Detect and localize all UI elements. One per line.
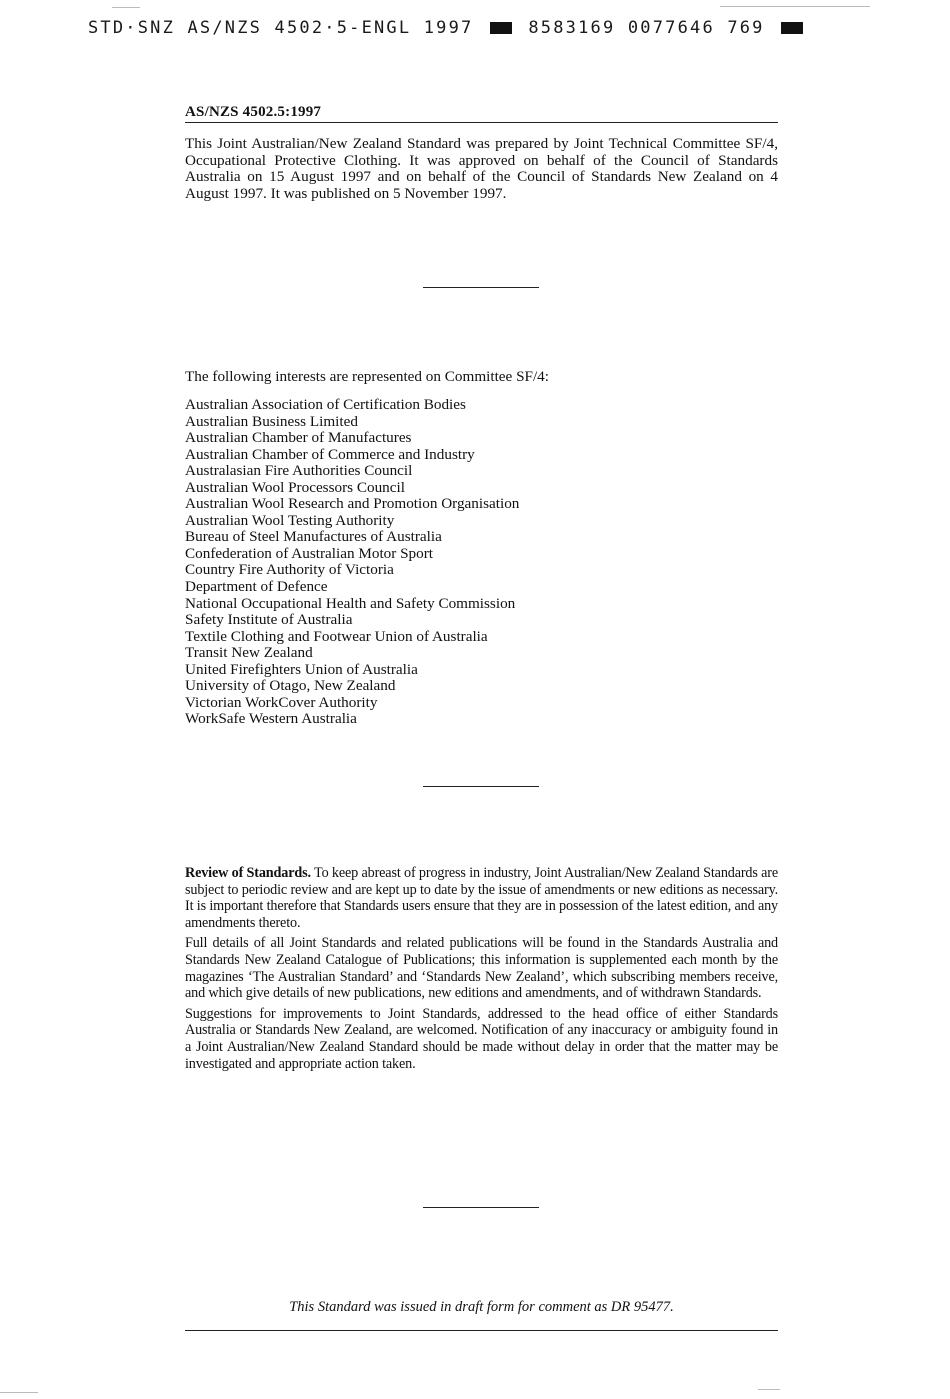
- list-item: Safety Institute of Australia: [185, 611, 353, 629]
- list-item: WorkSafe Western Australia: [185, 710, 357, 728]
- section-divider: [423, 287, 539, 288]
- header-code-middle: 8583169 0077646 769: [528, 18, 765, 38]
- list-item: Australian Wool Research and Promotion Organisation: [185, 495, 520, 513]
- top-rule: [185, 122, 778, 123]
- list-item: Department of Defence: [185, 578, 328, 596]
- list-item: United Firefighters Union of Australia: [185, 660, 418, 678]
- scan-edge-mark-bottom-left: [0, 1392, 38, 1393]
- scan-edge-mark-top-right: [720, 6, 870, 7]
- review-paragraph-1: [185, 865, 778, 931]
- barcode-block-icon: [781, 22, 803, 34]
- document-header-code: [88, 18, 807, 38]
- list-item: Australian Association of Certification Bodies: [185, 396, 466, 413]
- interests-heading: The following interests are represented on Committee SF/4:: [185, 368, 549, 385]
- list-item: Australian Chamber of Manufactures: [185, 429, 412, 447]
- scan-edge-mark-bottom-right: [758, 1389, 780, 1390]
- header-code-prefix: STD·SNZ AS/NZS 4502·5-ENGL 1997: [88, 18, 474, 38]
- list-item: Bureau of Steel Manufactures of Australia: [185, 528, 442, 546]
- list-item: Australian Chamber of Commerce and Industry: [185, 445, 475, 463]
- intro-paragraph: This Joint Australian/New Zealand Standard was prepared by Joint Technical Committee SF/4, Occupational Protective Clothing. It was approved on behalf of the Council of Standards Australia on 15 August 1997 and on behalf of the Council of Standards New Zealand on 4 August 1997. It was published on 5 November 1997.: [185, 135, 778, 202]
- list-item: Australian Wool Processors Council: [185, 478, 405, 496]
- review-of-standards-section: [185, 865, 778, 1076]
- list-item: National Occupational Health and Safety Commission: [185, 594, 516, 612]
- draft-note: This Standard was issued in draft form for comment as DR 95477.: [289, 1299, 674, 1315]
- scan-edge-mark-top: [112, 7, 140, 8]
- committee-member-list: [185, 397, 519, 728]
- list-item: Australian Business Limited: [185, 412, 358, 430]
- list-item: Textile Clothing and Footwear Union of Australia: [185, 627, 488, 645]
- list-item: University of Otago, New Zealand: [185, 677, 396, 695]
- list-item: Victorian WorkCover Authority: [185, 693, 378, 711]
- review-paragraph-2: Full details of all Joint Standards and related publications will be found in the Standards Australia and Standards New Zealand Catalogue of Publications; this information is supplemented each month by the magazines ‘The Australian Standard’ and ‘Standards New Zealand’, which subscribing members receive, and which give details of new publications, new editions and amendments, and of withdrawn Standards.: [185, 935, 778, 1002]
- barcode-block-icon: [490, 22, 512, 34]
- list-item: Country Fire Authority of Victoria: [185, 561, 394, 579]
- review-text-1: To keep abreast of progress in industry, Joint Australian/New Zealand Standards are subject to periodic review and are kept up to date by the issue of amendments or new editions as necessary. It is important therefore that Standards users ensure that they are in possession of the latest edition, and any amendments thereto.: [185, 865, 779, 931]
- list-item: Australasian Fire Authorities Council: [185, 462, 413, 480]
- section-divider: [423, 786, 539, 787]
- list-item: Transit New Zealand: [185, 644, 313, 662]
- review-paragraph-3: Suggestions for improvements to Joint Standards, addressed to the head office of either Standards Australia or Standards New Zealand, are welcomed. Notification of any inaccuracy or ambiguity found in a Joint Australian/New Zealand Standard should be made without delay in order that the matter may be investigated and appropriate action taken.: [185, 1005, 778, 1072]
- list-item: Australian Wool Testing Authority: [185, 511, 395, 529]
- bottom-rule: [185, 1330, 778, 1331]
- standard-id: AS/NZS 4502.5:1997: [185, 104, 322, 120]
- review-title: Review of Standards.: [185, 865, 311, 881]
- section-divider: [423, 1207, 539, 1208]
- list-item: Confederation of Australian Motor Sport: [185, 544, 434, 562]
